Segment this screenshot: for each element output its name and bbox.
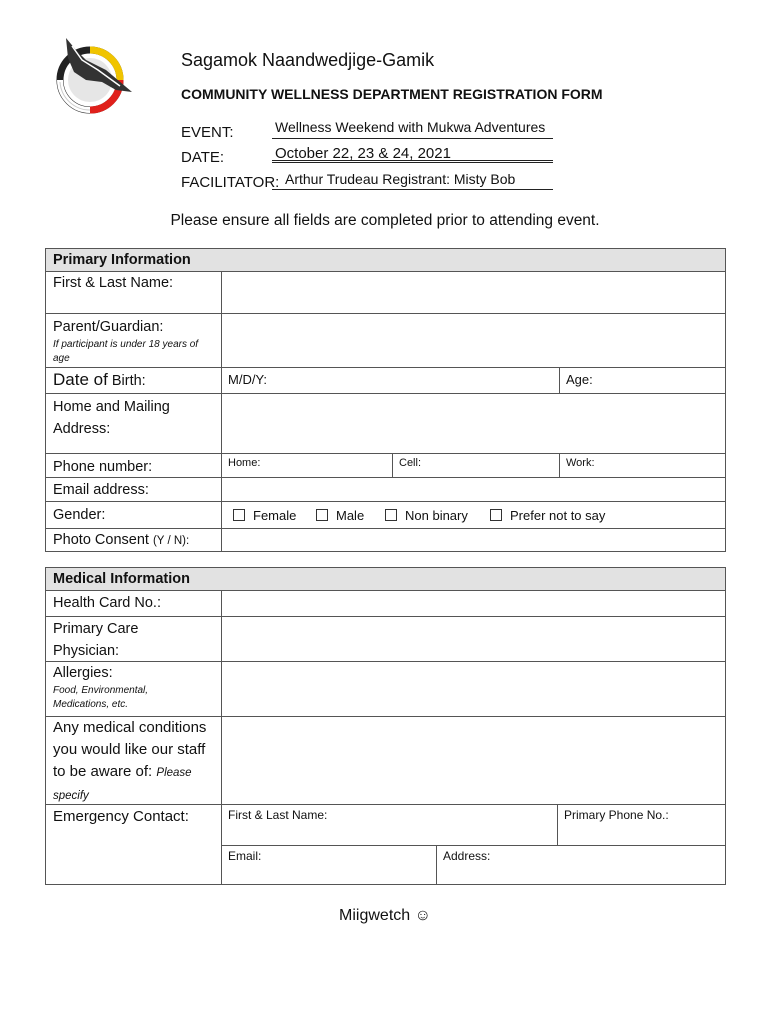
organization-logo xyxy=(46,30,142,126)
phone-work-field[interactable]: Work: xyxy=(566,457,595,469)
instruction-text: Please ensure all fields are completed prior to attending event. xyxy=(170,212,600,229)
gender-option-non-binary[interactable]: Non binary xyxy=(385,502,468,529)
emergency-contact-row xyxy=(46,804,725,885)
phone-cell-field[interactable]: Cell: xyxy=(399,457,422,469)
dob-field[interactable]: M/D/Y: xyxy=(228,372,268,387)
address-field[interactable] xyxy=(222,394,725,454)
ec-name-field[interactable]: First & Last Name: xyxy=(228,808,328,822)
event-label: EVENT: xyxy=(181,124,234,141)
conditions-note: Please specify xyxy=(53,767,192,802)
gender-row xyxy=(46,501,725,529)
form-title: COMMUNITY WELLNESS DEPARTMENT REGISTRATION FORM xyxy=(181,86,603,102)
photo-consent-field[interactable] xyxy=(222,529,725,552)
phone-label: Phone number: xyxy=(53,459,153,475)
conditions-row xyxy=(46,716,725,805)
guardian-label-block xyxy=(46,316,221,366)
address-label: Home and Mailing Address: xyxy=(53,399,170,437)
guardian-row xyxy=(46,313,725,368)
name-label: First & Last Name: xyxy=(53,275,174,291)
event-value[interactable]: Wellness Weekend with Mukwa Adventures xyxy=(275,119,546,135)
photo-consent-row xyxy=(46,528,725,552)
date-value[interactable]: October 22, 23 & 24, 2021 xyxy=(275,145,451,162)
dob-label-rest: Birth: xyxy=(111,373,146,389)
dob-row xyxy=(46,367,725,394)
guardian-note: If participant is under 18 years of age xyxy=(53,339,199,364)
medical-information-section xyxy=(45,567,726,885)
name-field[interactable] xyxy=(222,272,725,313)
allergies-label: Allergies: xyxy=(53,665,113,681)
health-card-row xyxy=(46,591,725,616)
gender-option-prefer-not-to-say[interactable]: Prefer not to say xyxy=(490,502,605,529)
physician-row xyxy=(46,616,725,662)
ec-email-field[interactable]: Email: xyxy=(228,849,262,863)
health-card-field[interactable] xyxy=(222,591,725,616)
address-row xyxy=(46,393,725,454)
conditions-field[interactable] xyxy=(222,717,725,805)
guardian-field[interactable] xyxy=(222,314,725,368)
gender-option-male[interactable]: Male xyxy=(316,502,364,529)
health-card-label: Health Card No.: xyxy=(53,595,161,611)
checkbox-icon[interactable] xyxy=(490,509,502,521)
email-row xyxy=(46,477,725,502)
ec-address-field[interactable]: Address: xyxy=(443,849,491,863)
dob-label xyxy=(46,369,221,392)
thank-you-text: Miigwetch ☺ xyxy=(339,907,431,924)
gender-label: Gender: xyxy=(53,507,106,523)
organization-name: Sagamok Naandwedjige-Gamik xyxy=(181,50,435,70)
date-label: DATE: xyxy=(181,149,225,166)
checkbox-icon[interactable] xyxy=(233,509,245,521)
ec-phone-field[interactable]: Primary Phone No.: xyxy=(564,808,669,822)
phone-home-field[interactable]: Home: xyxy=(228,457,261,469)
allergies-field[interactable] xyxy=(222,662,725,717)
primary-information-section xyxy=(45,248,726,552)
allergies-note: Food, Environmental, Medications, etc. xyxy=(53,685,149,710)
name-row xyxy=(46,272,725,313)
dob-label-big: Date of xyxy=(53,370,108,389)
gender-option-female[interactable]: Female xyxy=(233,502,296,529)
emergency-contact-label: Emergency Contact: xyxy=(53,808,189,825)
phone-row xyxy=(46,453,725,478)
checkbox-icon[interactable] xyxy=(316,509,328,521)
conditions-label-block xyxy=(46,717,216,807)
allergies-label-block xyxy=(46,662,221,712)
medical-information-title: Medical Information xyxy=(46,568,725,591)
email-label: Email address: xyxy=(53,482,149,498)
primary-information-title: Primary Information xyxy=(46,249,725,272)
guardian-label: Parent/Guardian: xyxy=(53,319,164,335)
checkbox-icon[interactable] xyxy=(385,509,397,521)
allergies-row xyxy=(46,661,725,717)
conditions-label: Any medical conditions you would like our staff to be aware of: xyxy=(53,719,207,780)
physician-label: Primary Care Physician: xyxy=(53,621,139,659)
photo-consent-label: Photo Consent (Y / N): xyxy=(53,532,190,548)
age-field[interactable]: Age: xyxy=(566,372,593,387)
facilitator-value[interactable]: Arthur Trudeau Registrant: Misty Bob xyxy=(285,171,516,187)
facilitator-label: FACILITATOR: xyxy=(181,174,280,191)
email-field[interactable] xyxy=(222,478,725,502)
physician-field[interactable] xyxy=(222,617,725,662)
